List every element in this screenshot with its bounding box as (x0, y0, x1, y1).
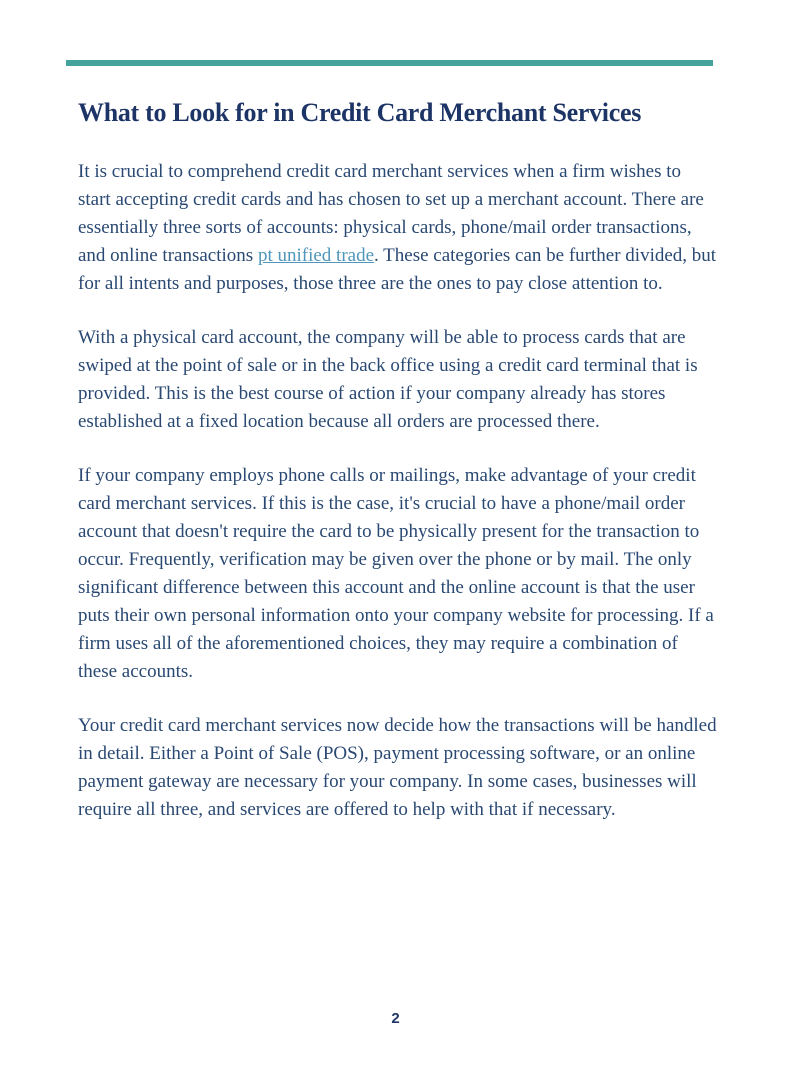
document-body (78, 158, 718, 824)
paragraph-intro (78, 158, 718, 298)
page-number: 2 (391, 1010, 400, 1027)
inline-link-pt-unified-trade[interactable]: pt unified trade (257, 244, 375, 266)
page-title: What to Look for in Credit Card Merchant Services (78, 98, 642, 127)
paragraph-text: It is crucial to comprehend credit card merchant services when a firm wishes to start accepting credit cards and has chosen to set up a merchant account. There are essentially three sorts of accounts: physical cards, phone/mail order transactions, and online transactions (78, 160, 704, 266)
paragraph-transactions: Your credit card merchant services now decide how the transactions will be handled in detail. Either a Point of Sale (POS), payment processing software, or an online payment gateway are necessary for your company. In some cases, businesses will require all three, and services are offered to help with that if necessary. (78, 714, 717, 820)
top-divider-rule (66, 60, 713, 66)
paragraph-phone-mail: If your company employs phone calls or mailings, make advantage of your credit card merchant services. If this is the case, it's crucial to have a phone/mail order account that doesn't require the card to be physically present for the transaction to occur. Frequently, verification may be given over the phone or by mail. The only significant difference between this account and the online account is that the user puts their own personal information onto your company website for processing. If a firm uses all of the aforementioned choices, they may require a combination of these accounts. (78, 464, 714, 682)
paragraph-physical-card: With a physical card account, the company will be able to process cards that are swiped at the point of sale or in the back office using a credit card terminal that is provided. This is the best course of action if your company already has stores established at a fixed location because all orders are processed there. (78, 326, 698, 432)
paragraph-text: . These categories can be further divided, but for all intents and purposes, those three are the ones to pay close attention to. (78, 244, 717, 294)
document-page (0, 60, 791, 1084)
page-footer (0, 1010, 791, 1028)
